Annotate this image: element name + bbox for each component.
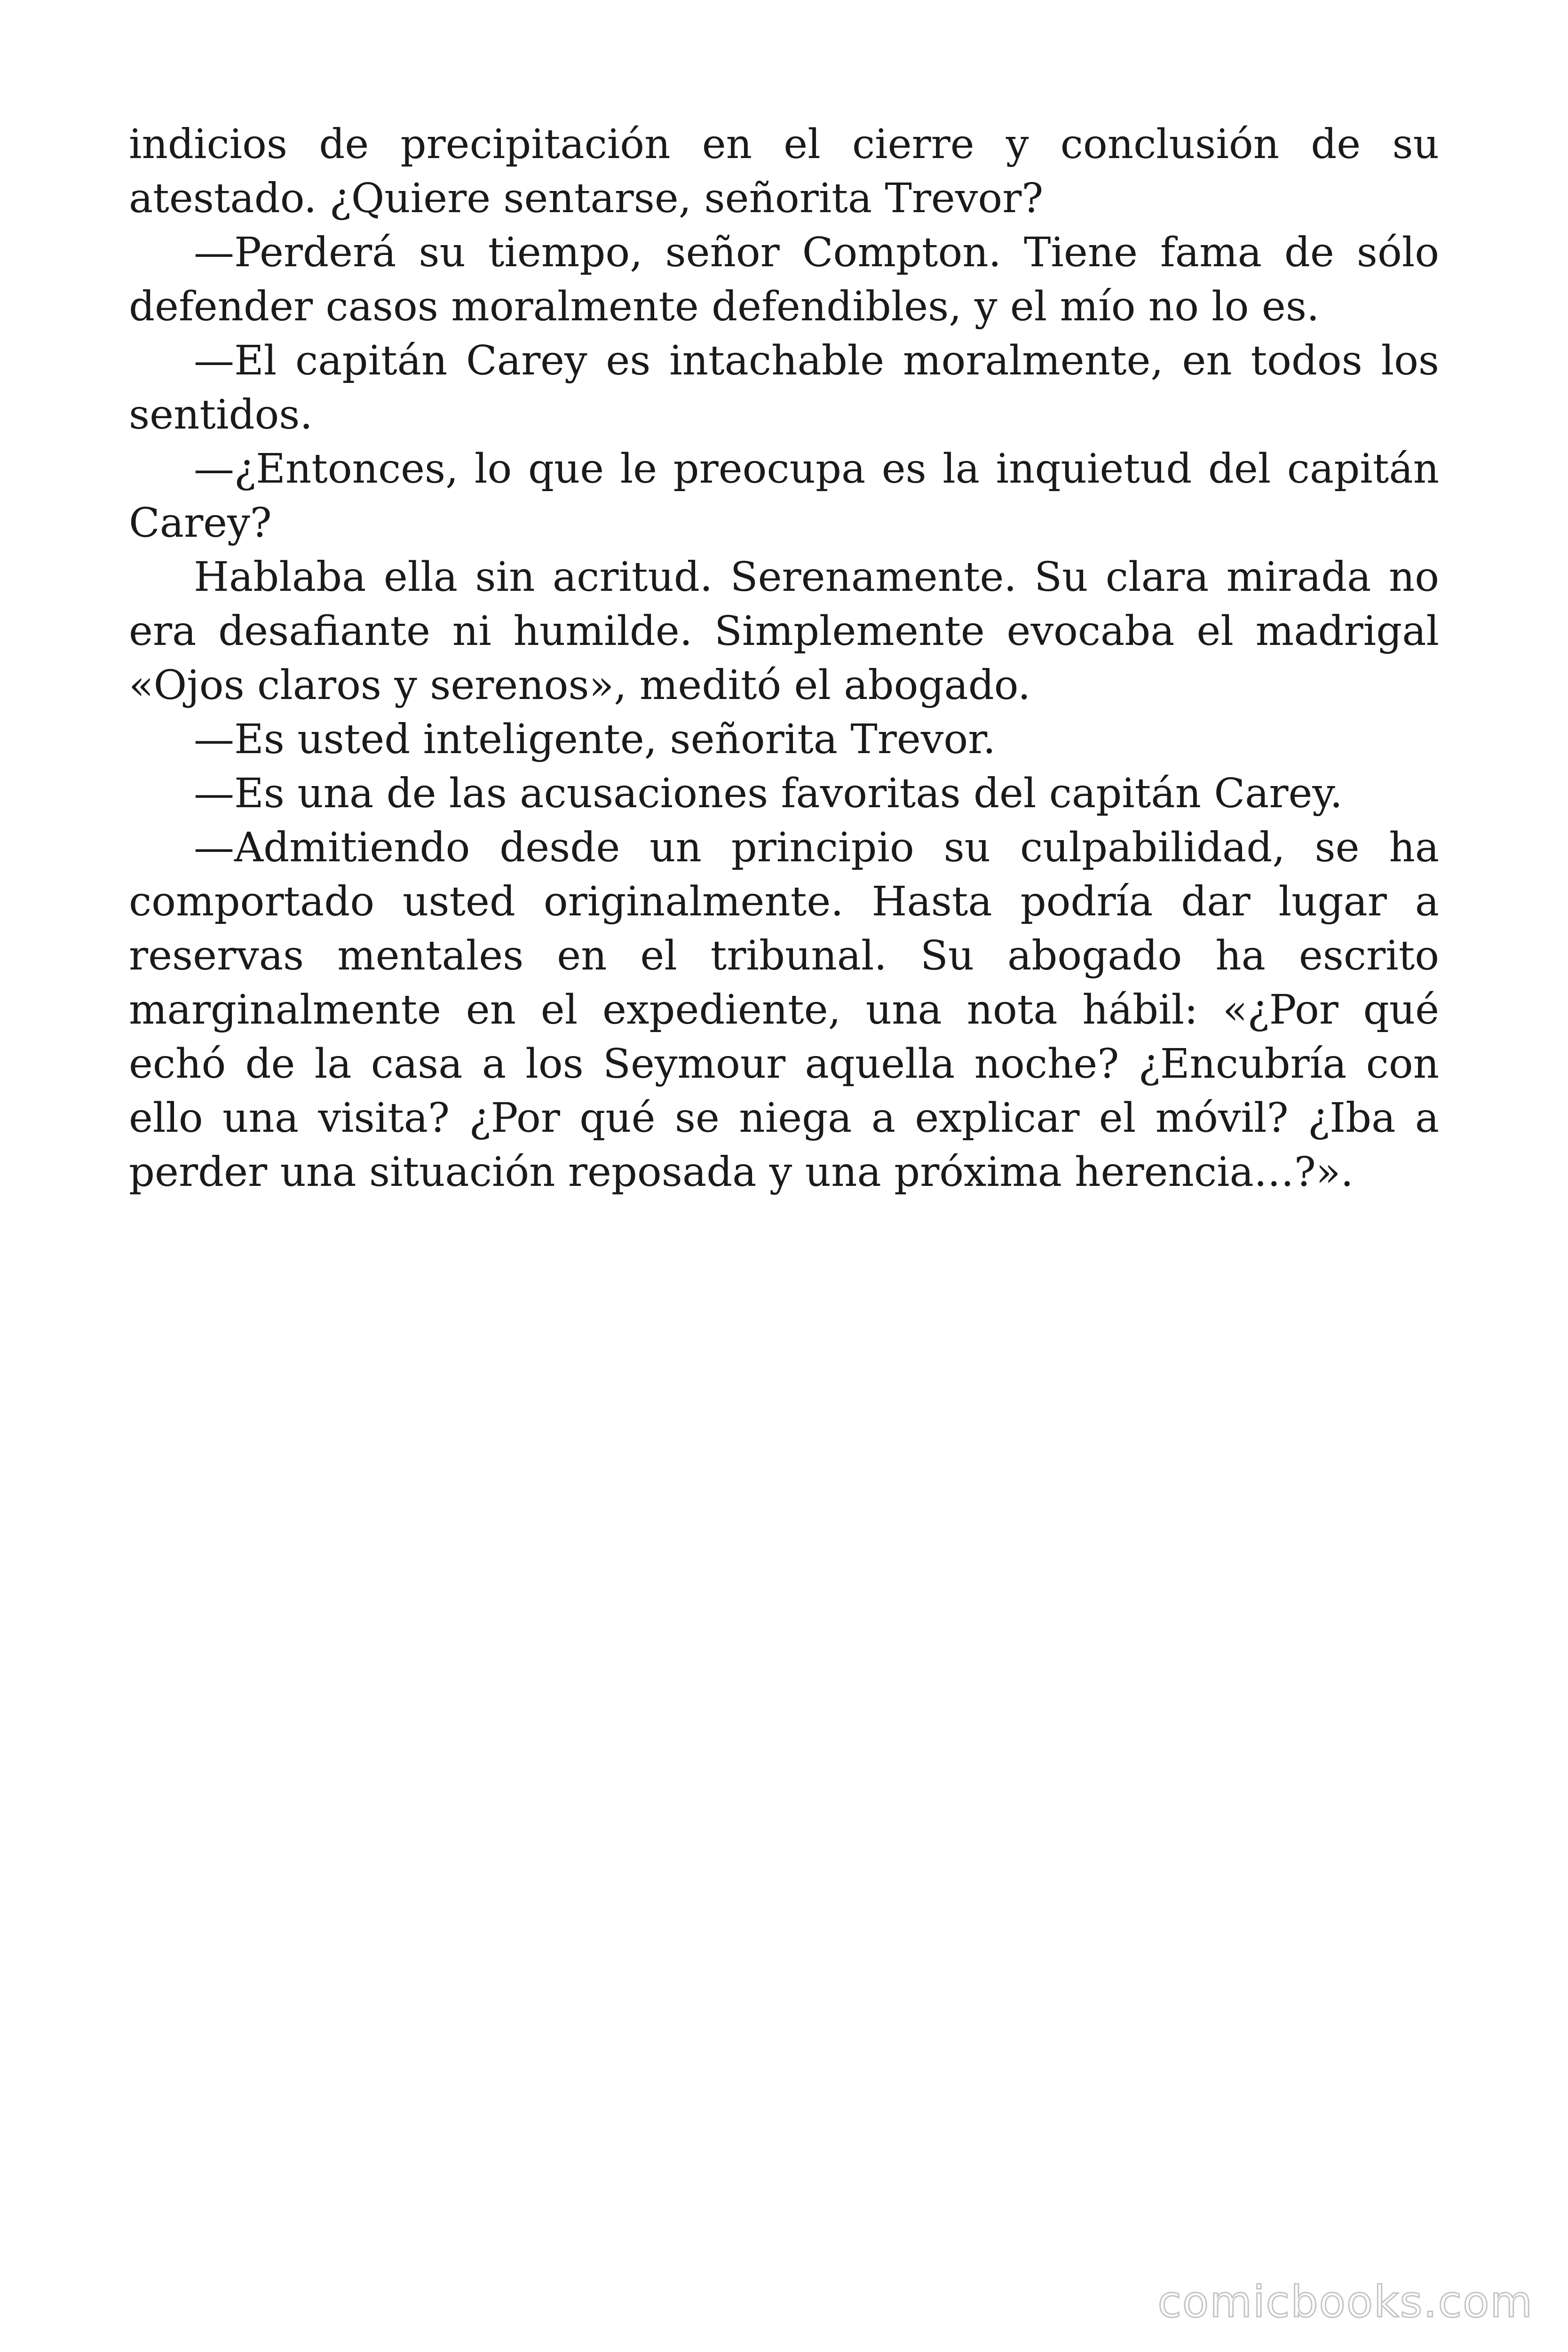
paragraph-6: —Es usted inteligente, señorita Trevor. — [194, 716, 996, 763]
paragraph-4: —¿Entonces, lo que le preocupa es la inquietud del capitán Carey? — [129, 445, 1439, 547]
paragraph-2: —Perderá su tiempo, señor Compton. Tiene fama de sólo defender casos moralmente defendibles, y el mío no lo es. — [129, 229, 1439, 330]
paragraph-3: —El capitán Carey es intachable moralmente, en todos los sentidos. — [129, 337, 1439, 438]
watermark-text: comicbooks.com — [1157, 2277, 1533, 2327]
paragraph-8: —Admitiendo desde un principio su culpabilidad, se ha comportado usted originalmente. Hasta podría dar lugar a reservas mentales en el tribunal. Su abogado ha escrito marginalmente en el expediente, una nota hábil: «¿Por qué echó de la casa a los Seymour aquella noche? ¿Encubría con ello una visita? ¿Por qué se niega a explicar el móvil? ¿Iba a perder una situación reposada y una próxima herencia…?». — [129, 824, 1439, 1196]
paragraph-7: —Es una de las acusaciones favoritas del capitán Carey. — [194, 770, 1343, 817]
paragraph-1: indicios de precipitación en el cierre y conclusión de su atestado. ¿Quiere sentarse, señorita Trevor? — [129, 121, 1439, 222]
paragraph-5: Hablaba ella sin acritud. Serenamente. Su clara mirada no era desafiante ni humilde. Simplemente evocaba el madrigal «Ojos claros y serenos», meditó el abogado. — [129, 554, 1439, 709]
body-text — [129, 118, 1439, 1200]
